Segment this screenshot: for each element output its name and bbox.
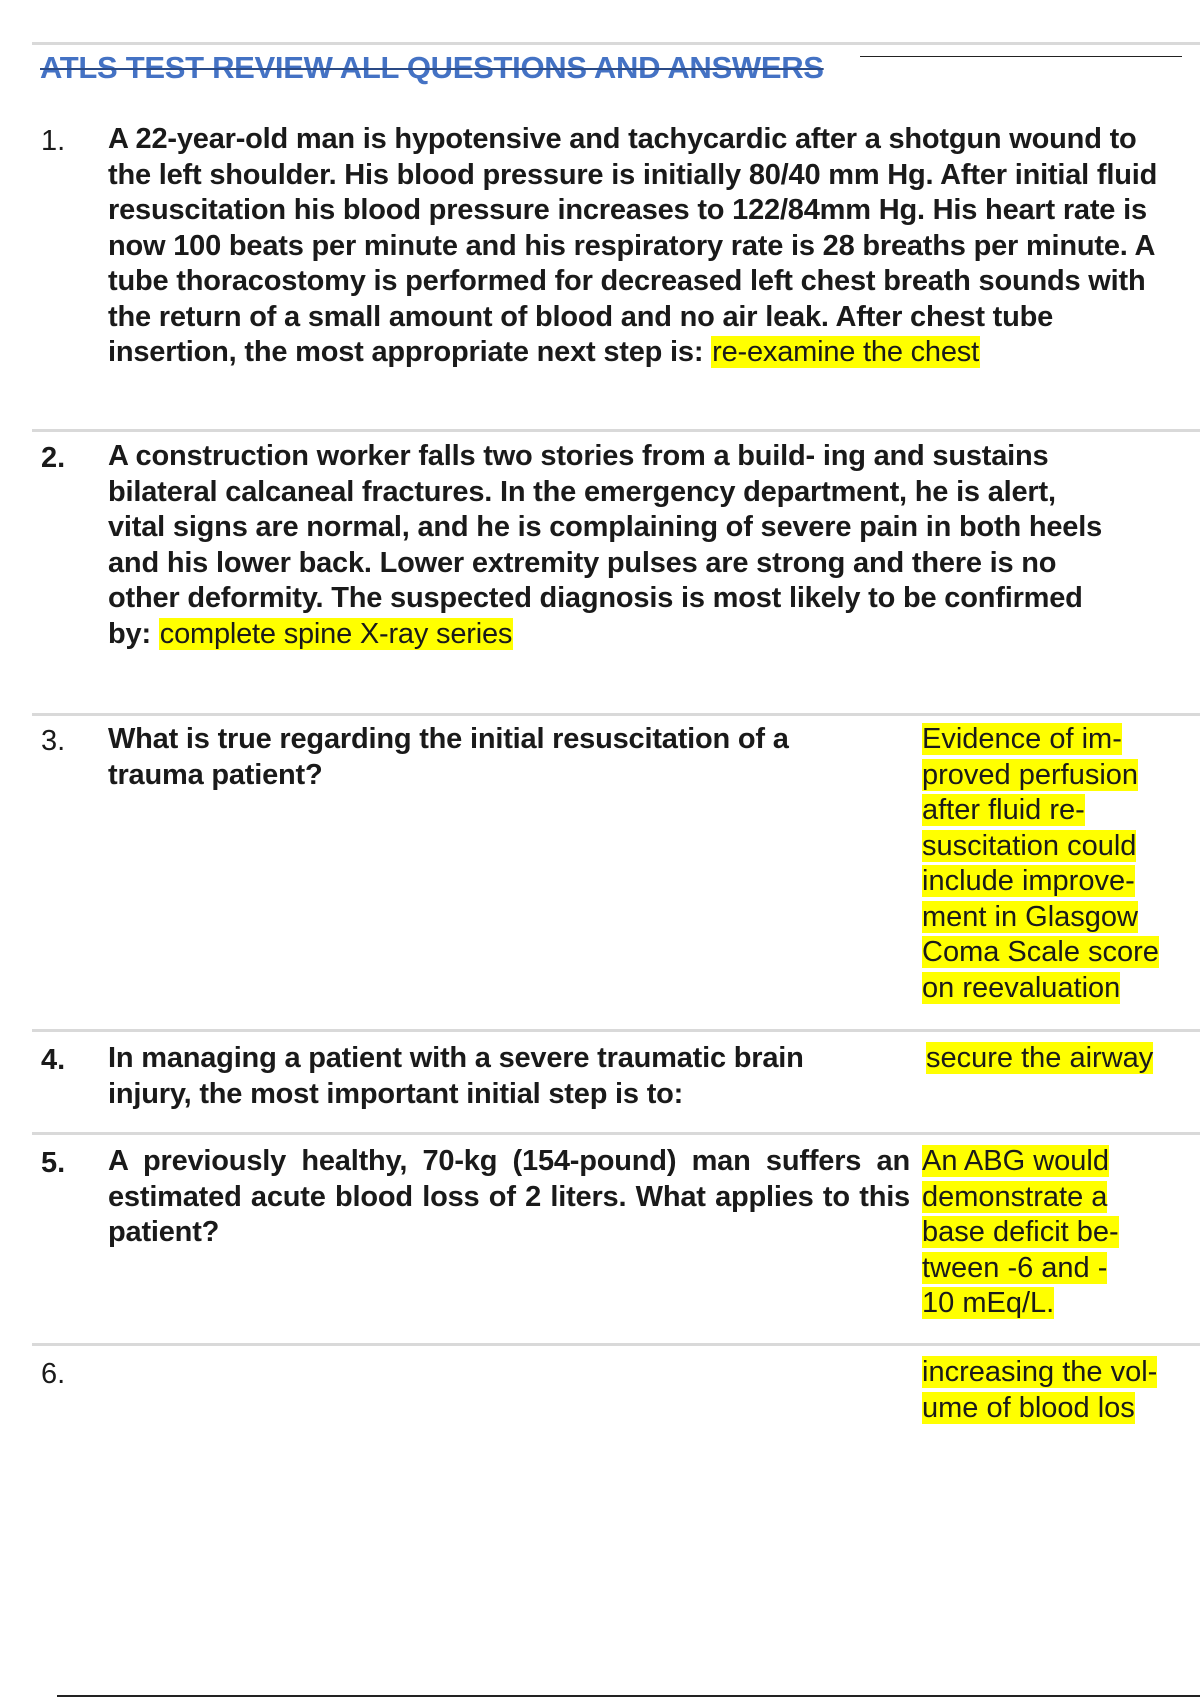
qa-item-2 xyxy=(32,436,1200,716)
answer-highlight: increasing the vol- ume of blood los xyxy=(922,1356,1158,1424)
question-number: 5. xyxy=(41,1147,66,1179)
qa-item-6 xyxy=(32,1343,1200,1463)
answer-highlight: complete spine X-ray series xyxy=(159,617,513,650)
qa-item-5 xyxy=(32,1132,1200,1348)
answer-cell xyxy=(922,1144,1147,1322)
answer-highlight: An ABG would demonstrate a base deficit be- tween -6 and - 10 mEq/L. xyxy=(922,1145,1119,1319)
question-number: 4. xyxy=(41,1044,66,1076)
question-body: What is true regarding the initial resuscitation of a trauma patient? xyxy=(108,723,789,791)
qa-item-3 xyxy=(32,713,1200,1033)
answer-highlight: re-examine the chest xyxy=(712,336,979,368)
bottom-divider xyxy=(57,1695,1200,1697)
title-row xyxy=(40,46,1142,90)
question-text xyxy=(108,122,1178,371)
item-divider xyxy=(32,429,1200,432)
question-text xyxy=(108,1041,868,1112)
answer-cell xyxy=(926,1041,1200,1077)
question-body: A 22-year-old man is hypotensive and tachycardic after a shotgun wound to the left shoulder. His blood pressure is initially 80/40 mm Hg. After initial fluid resuscitation his blood pressure increases to 122/84mm Hg. His heart rate is now 100 beats per minute and his respiratory rate is 28 breaths per minute. A tube thoracostomy is performed for decreased left chest breath sounds with the return of a small amount of blood and no air leak. After chest tube insertion, the most appropriate next step is: xyxy=(108,123,1158,368)
question-text xyxy=(108,1144,910,1251)
title-underline xyxy=(860,56,1182,57)
qa-item-4 xyxy=(32,1029,1200,1134)
answer-highlight: Evidence of im- proved perfusion after fluid re- suscitation could include improve- ment in Glasgow Coma Scale score on reevaluation xyxy=(922,723,1159,1004)
question-text xyxy=(108,722,868,793)
answer-highlight: secure the airway xyxy=(926,1042,1154,1074)
question-number: 6. xyxy=(41,1358,66,1390)
question-body: In managing a patient with a severe traumatic brain injury, the most important initial step is to: xyxy=(108,1042,804,1110)
question-text xyxy=(108,439,1118,652)
question-body: A previously healthy, 70-kg (154-pound) man suffers an estimated acute blood loss of 2 liters. What applies to this patient? xyxy=(108,1145,910,1248)
top-divider xyxy=(32,42,1200,45)
question-number: 1. xyxy=(41,125,66,157)
question-number: 2. xyxy=(41,442,66,474)
question-body: A construction worker falls two stories from a build- ing and sustains bilateral calcaneal fractures. In the emergency department, he is alert, vital signs are normal, and he is complaining of severe pain in both heels and his lower back. Lower extremity pulses are strong and there is no other deformity. The suspected diagnosis is most likely to be confirmed by: xyxy=(108,440,1103,650)
qa-item-1 xyxy=(32,118,1200,436)
answer-cell xyxy=(922,1355,1187,1426)
answer-cell xyxy=(922,722,1192,1006)
question-number: 3. xyxy=(41,725,66,757)
document-title: ATLS TEST REVIEW ALL QUESTIONS AND ANSWERS xyxy=(40,50,824,85)
